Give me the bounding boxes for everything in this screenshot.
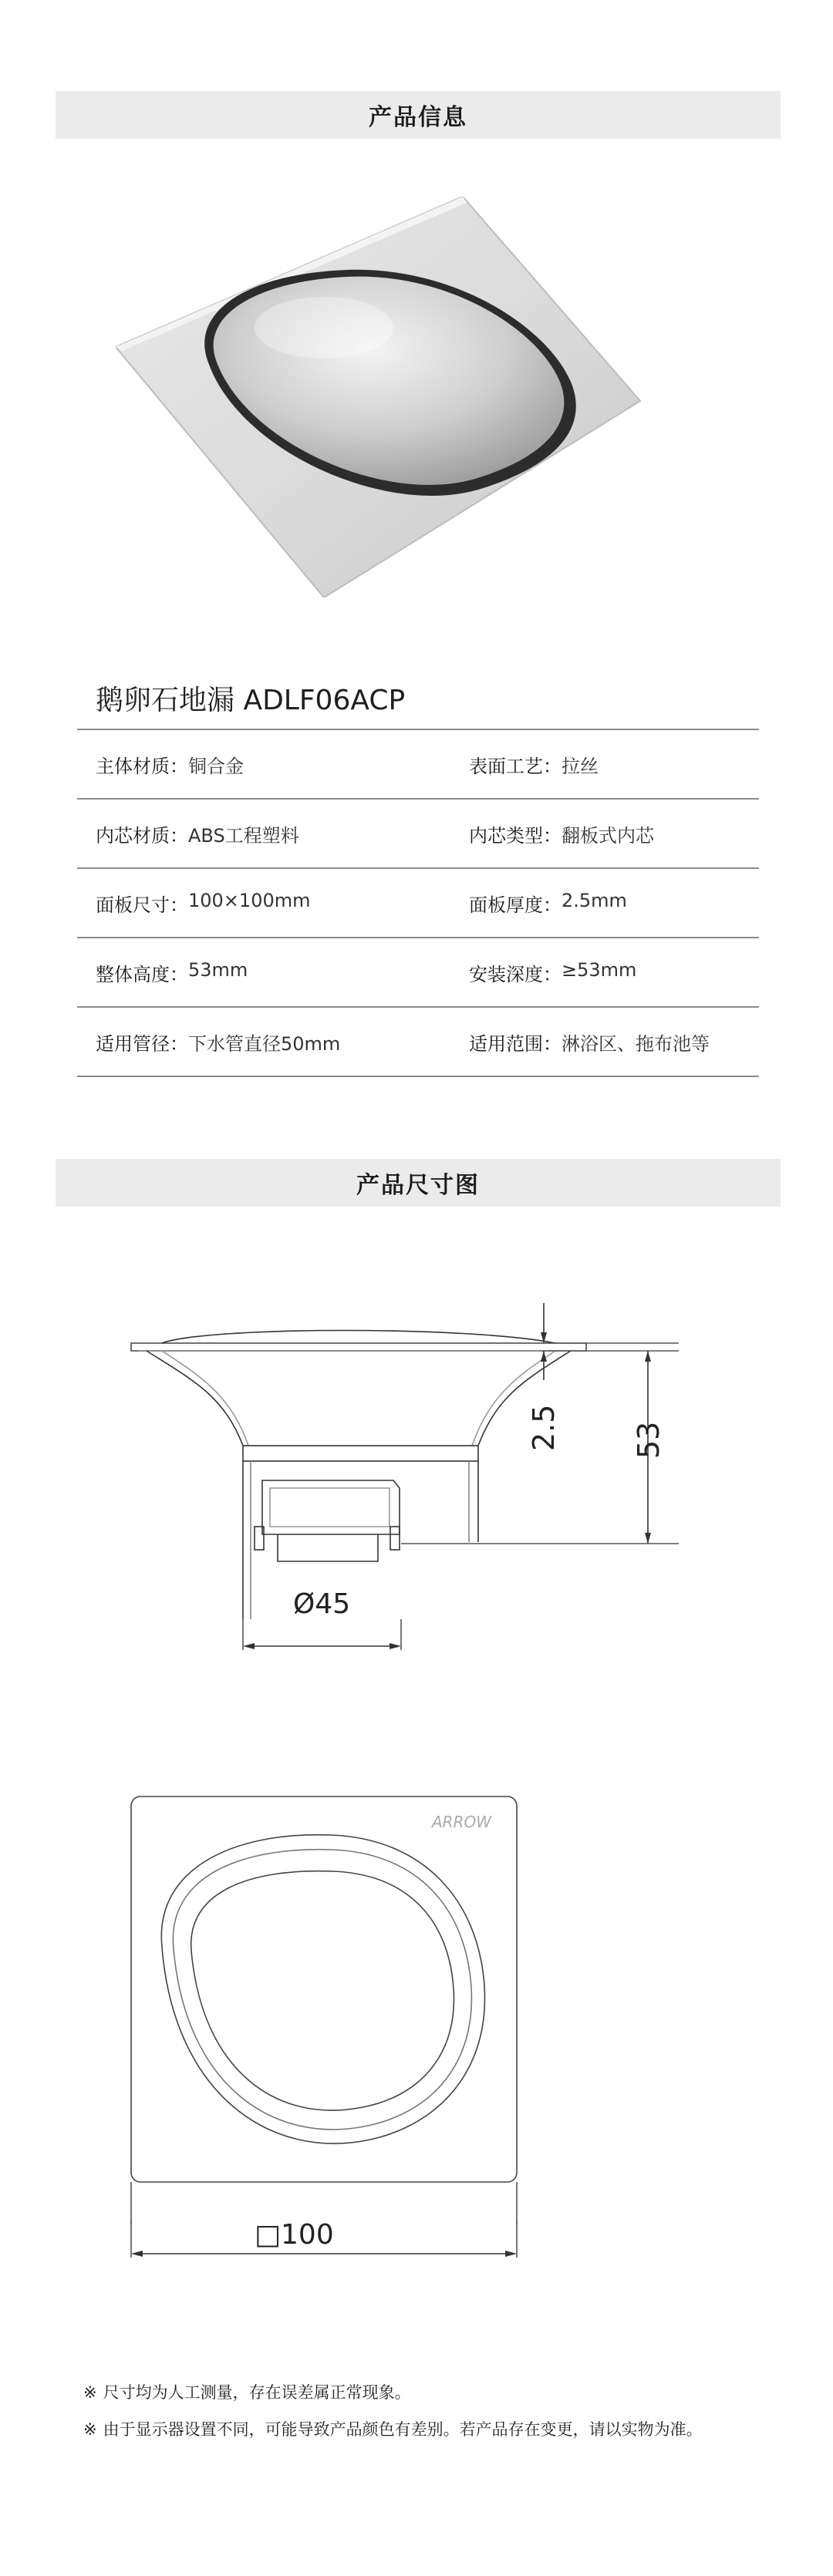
note-mark: ※ [83,2420,97,2439]
note-measurement [83,2380,411,2403]
side-view-drawing [116,1280,717,1712]
spec-label: 整体高度： [96,963,188,985]
height-dimension-label: 53 [632,1421,666,1459]
spec-label: 适用管径： [96,1032,188,1055]
spec-value: 下水管直径50mm [188,1032,341,1055]
spec-label: 表面工艺： [469,755,562,777]
spec-value: ≥53mm [562,958,637,981]
spec-value: 拉丝 [562,755,599,777]
top-view-width-dimension [116,2221,563,2267]
spec-label: 主体材质： [96,755,188,777]
spec-value: 淋浴区、拖布池等 [562,1032,710,1055]
spec-value: 53mm [188,958,248,981]
spec-row [77,938,759,1008]
spec-label: 面板尺寸： [96,894,188,916]
thickness-dimension-label: 2.5 [527,1404,561,1451]
spec-value: 铜合金 [188,755,244,777]
spec-value: ABS工程塑料 [188,824,299,847]
product-title: 鹅卵石地漏 ADLF06ACP [96,685,406,716]
note-color-disclaimer [83,2417,703,2440]
spec-value: 翻板式内芯 [562,824,654,847]
spec-table [77,729,759,1077]
product-image [116,197,717,598]
section-title: 产品尺寸图 [356,1172,480,1199]
width-dimension-label: □100 [255,2221,334,2251]
top-view-drawing [116,1785,563,2224]
brand-logo-text: ARROW [432,1813,491,1831]
note-text: 尺寸均为人工测量，存在误差属正常现象。 [103,2383,411,2402]
spec-label: 内芯材质： [96,824,188,847]
section-header-product-info [56,91,781,139]
spec-value: 100×100mm [188,889,311,911]
spec-row [77,1008,759,1077]
note-text: 由于显示器设置不同，可能导致产品颜色有差别。若产品存在变更，请以实物为准。 [103,2420,703,2439]
note-mark: ※ [83,2383,97,2402]
spec-row [77,800,759,869]
spec-label: 适用范围： [469,1032,562,1055]
spec-label: 面板厚度： [469,894,562,916]
section-header-dimensions [56,1159,781,1207]
spec-label: 安装深度： [469,963,562,985]
spec-row [77,730,759,800]
section-title: 产品信息 [369,104,467,131]
spec-label: 内芯类型： [469,824,562,847]
spec-value: 2.5mm [562,889,627,911]
diameter-dimension-label: Ø45 [293,1588,351,1620]
spec-row [77,869,759,938]
